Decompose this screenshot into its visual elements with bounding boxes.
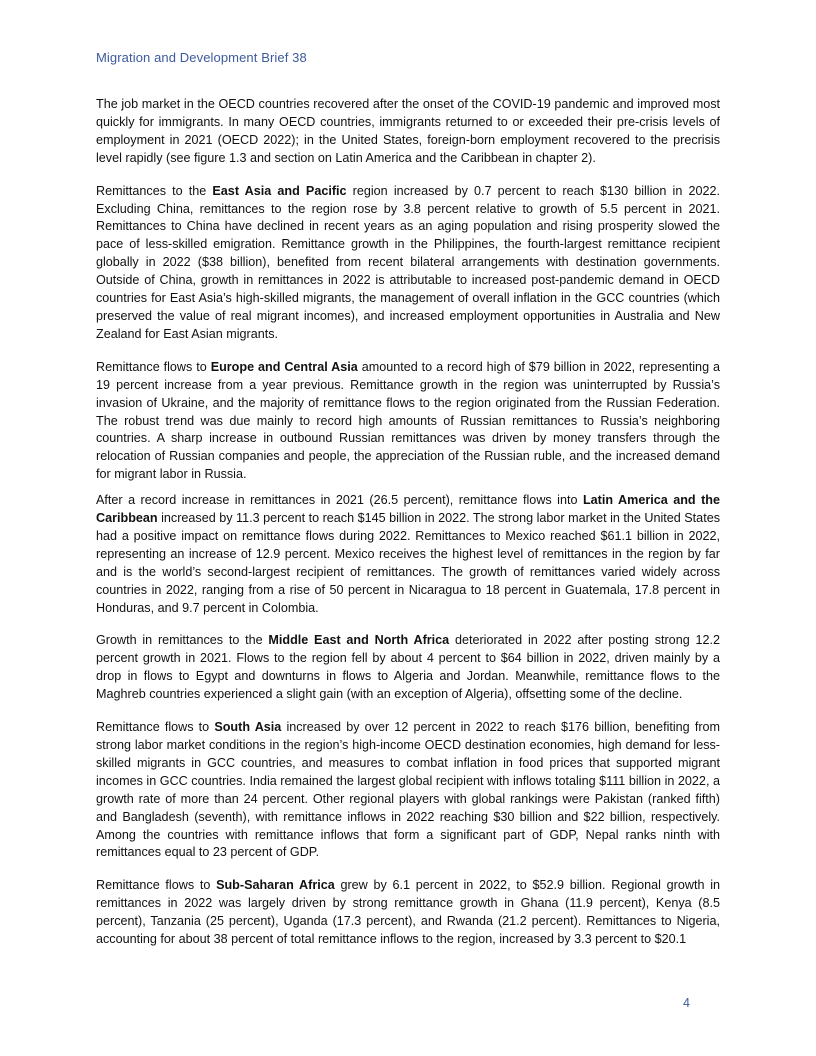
paragraph-latin-america-caribbean — [96, 492, 720, 617]
paragraph-text: amounted to a record high of $79 billion in 2022, representing a 19 percent increase from a year previous. Remittance growth in the region was uninterrupted by Russia’s invasion of Ukraine, and the majority of remittance flows to the region originated from the Russian Federation. The robust trend was due mainly to record high amounts of Russian remittances to Russia’s neighboring countries. A sharp increase in outbound Russian remittances was driven by money transfers through the relocation of Russian companies and people, the appreciation of the Russian ruble, and the increased demand for migrant labor in Russia. — [96, 359, 721, 482]
region-name-latin-america-caribbean: Latin America and the Caribbean — [96, 493, 720, 526]
paragraph-text: grew by 6.1 percent in 2022, to $52.9 billion. Regional growth in remittances in 2022 was largely driven by strong remittance growth in Ghana (11.9 percent), Kenya (8.5 percent), Tanzania (25 percent), Uganda (17.3 percent), and Rwanda (21.2 percent). Remittances to Nigeria, accounting for about 38 percent of total remittance inflows to the region, increased by 3.3 percent to $20.1 — [96, 878, 720, 947]
paragraph-text: After a record increase in remittances in 2021 (26.5 percent), remittance flows into — [96, 493, 583, 508]
paragraph-text: region increased by 0.7 percent to reach $130 billion in 2022. Excluding China, remittances to the region rose by 3.8 percent relative to growth of 5.5 percent in 2021. Remittances to China have declined in recent years as an aging population and rising prosperity slowed the pace of less-skilled emigration. Remittance growth in the Philippines, the fourth-largest remittance recipient globally in 2022 ($38 billion), benefited from recent bilateral arrangements with destination governments. Outside of China, growth in remittances in 2022 is attributable to increased post-pandemic demand in OECD countries for East Asia’s high-skilled migrants, the management of overall inflation in the GCC countries (which preserved the value of real migrant incomes), and increased employment opportunities in Australia and New Zealand for East Asian migrants. — [96, 183, 720, 341]
paragraph-text: Remittance flows to — [96, 878, 217, 893]
paragraph-europe-central-asia — [96, 359, 720, 484]
region-name-europe-central-asia: Europe and Central Asia — [210, 359, 358, 374]
region-name-south-asia: South Asia — [214, 720, 282, 735]
paragraph-text: Growth in remittances to the — [96, 633, 269, 648]
running-header-title: Migration and Development Brief 38 — [96, 50, 307, 65]
region-name-sub-saharan-africa: Sub-Saharan Africa — [216, 878, 335, 893]
paragraph-text: increased by over 12 percent in 2022 to reach $176 billion, benefiting from strong labor market conditions in the region’s high-income OECD destination economies, high demand for less-skilled migrants in GCC countries, and measures to combat inflation in food prices that supported migrant incomes in GCC countries. India remained the largest global recipient with inflows totaling $111 billion in 2022, a growth rate of more than 24 percent. Other regional players with global rankings were Pakistan (ranked fifth) and Bangladesh (seventh), with remittance inflows in 2022 reaching $30 billion and $22 billion, respectively. Among the countries with remittance inflows that form a significant part of GDP, Nepal ranks ninth with remittances equal to 23 percent of GDP. — [96, 720, 721, 860]
paragraph-text: Remittances to the — [96, 183, 213, 198]
region-name-east-asia-pacific: East Asia and Pacific — [212, 183, 347, 198]
paragraph-text: Remittance flows to — [96, 720, 215, 735]
page-number: 4 — [683, 996, 690, 1010]
paragraph-oecd-job-market: The job market in the OECD countries recovered after the onset of the COVID-19 pandemic and improved most quickly for immigrants. In many OECD countries, immigrants returned to or exceeded their pre-crisis levels of employment in 2021 (OECD 2022); in the United States, foreign-born employment recovered to the precrisis level rapidly (see figure 1.3 and section on Latin America and the Caribbean in chapter 2). — [96, 97, 720, 165]
paragraph-sub-saharan-africa — [96, 877, 720, 949]
paragraph-text: deteriorated in 2022 after posting strong 12.2 percent growth in 2021. Flows to the region fell by about 4 percent to $64 billion in 2022, driven mainly by a drop in flows to Egypt and downturns in flows to Algeria and Jordan. Meanwhile, remittance flows to the Maghreb countries experienced a slight gain (with an exception of Algeria), offsetting some of the decline. — [96, 633, 720, 702]
paragraph-east-asia-pacific — [96, 183, 720, 344]
paragraph-text: Remittance flows to — [96, 359, 211, 374]
paragraph-south-asia — [96, 719, 720, 862]
paragraph-middle-east-north-africa — [96, 632, 720, 704]
region-name-middle-east-north-africa: Middle East and North Africa — [268, 633, 450, 648]
paragraph-text: increased by 11.3 percent to reach $145 billion in 2022. The strong labor market in the United States had a positive impact on remittance flows during 2022. Remittances to Mexico reached $61.1 billion in 2022, representing an increase of 12.9 percent. Mexico receives the highest level of remittances in the region by far and is the world’s second-largest recipient of remittances. The growth of remittances varied widely across countries in 2022, ranging from a rise of 50 percent in Nicaragua to 18 percent in Guatemala, 17.8 percent in Honduras, and 9.7 percent in Colombia. — [96, 511, 720, 615]
body-text — [96, 96, 720, 964]
